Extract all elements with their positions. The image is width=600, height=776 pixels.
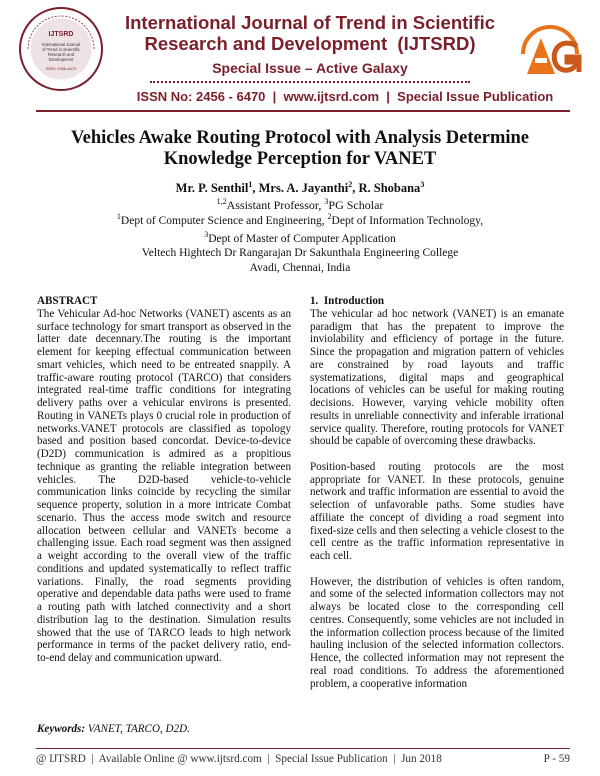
paper-title-line2: Knowledge Perception for VANET xyxy=(163,149,437,169)
role-sup-12: 1,2 xyxy=(216,197,227,207)
journal-title-line2: Research and Development (IJTSRD) xyxy=(144,33,476,54)
author-1-sup: 1 xyxy=(248,180,253,189)
intro-paragraph-2: Position-based routing protocols are the most appropriate for VANET. In these protocols, genuine network and traffic information are essential to avoid the selection of unfavorable paths. Some studies have affiliate the concept of dividing a road segment into fixed-size cells and then selecting a vehicle closest to the cell centre as the traffic information representative in each cell. xyxy=(310,460,564,562)
intro-heading: 1. Introduction xyxy=(310,295,385,307)
journal-title xyxy=(110,12,510,54)
affil-city: Avadi, Chennai, India xyxy=(249,261,351,274)
footer-text: @ IJTSRD | Available Online @ www.ijtsrd.com | Special Issue Publication | Jun 2018 xyxy=(36,753,442,765)
author-block xyxy=(40,178,560,212)
paper-title-line1: Vehicles Awake Routing Protocol with Analysis Determine xyxy=(70,128,530,148)
issn-line: ISSN No: 2456 - 6470 | www.ijtsrd.com | Special Issue Publication xyxy=(136,89,554,104)
keywords-label: Keywords: xyxy=(37,723,86,735)
left-column xyxy=(37,295,291,678)
keywords-line xyxy=(37,723,190,735)
role-sup-3: 3 xyxy=(324,197,329,207)
author-2-sup: 2 xyxy=(348,180,353,189)
abstract-heading: ABSTRACT xyxy=(37,295,98,307)
svg-text:Development: Development xyxy=(48,57,74,62)
author-1: Mr. P. Senthil xyxy=(175,181,249,196)
affil-dept1: Dept of Computer Science and Engineering, xyxy=(120,214,328,227)
special-issue-label: Special Issue – Active Galaxy xyxy=(212,60,408,76)
affil-college: Veltech Hightech Dr Rangarajan Dr Sakunthala Engineering College xyxy=(141,247,459,260)
affil-sup-3: 3 xyxy=(204,230,209,240)
affil-sup-2: 2 xyxy=(327,212,332,221)
affil-sup-1: 1 xyxy=(116,212,121,221)
ag-logo-icon xyxy=(515,24,585,86)
svg-text:of Trend in Scientific: of Trend in Scientific xyxy=(42,47,80,52)
role-12: Assistant Professor, xyxy=(226,198,325,213)
role-3: PG Scholar xyxy=(328,198,384,213)
footer-rule xyxy=(36,748,570,749)
affil-dept2: Dept of Information Technology, xyxy=(331,214,484,227)
author-2: Mrs. A. Jayanthi xyxy=(258,181,349,196)
paper-title xyxy=(40,128,560,170)
intro-paragraph-1: The vehicular ad hoc network (VANET) is an emanate paradigm that has the prepatent to improve the inviolability and efficiency of portage in the future. Since the propagation and migration pattern of vehicles are constrained by road layouts and traffic systematizations, digital maps and geographical locations of vehicles can be useful for making routing decisions. However, varying vehicle mobility often results in unreliable connectivity and inferable irrational service quality. Therefore, routing protocols for VANET should be capable of overcoming these drawbacks. xyxy=(310,307,564,448)
dotted-divider xyxy=(150,81,470,83)
journal-seal-logo xyxy=(18,6,104,92)
svg-text:IJTSRD: IJTSRD xyxy=(48,31,74,38)
svg-text:International Journal: International Journal xyxy=(42,42,80,47)
header-rule xyxy=(36,110,570,112)
svg-text:Research and: Research and xyxy=(47,52,75,57)
right-column xyxy=(310,295,564,703)
affil-line2 xyxy=(30,228,570,246)
intro-paragraph-3: However, the distribution of vehicles is often random, and some of the selected information collectors may not always be located close to the corresponding cell centres. Consequently, some vehicles are not included in the information collection process because of the limited hauling inclusion of the selected information collectors. Hence, the collected information may not represent the real road conditions. To address the aforementioned problem, a cooperative information xyxy=(310,575,564,690)
keywords-values: VANET, TARCO, D2D. xyxy=(85,723,190,735)
affil-line1 xyxy=(30,210,570,228)
svg-text:ISSN: 2456-6470: ISSN: 2456-6470 xyxy=(45,66,77,71)
affil-dept3: Dept of Master of Computer Application xyxy=(208,233,396,246)
author-3-sup: 3 xyxy=(420,180,425,189)
page-number: P - 59 xyxy=(543,753,570,765)
affiliation-block xyxy=(30,210,570,275)
author-3: R. Shobana xyxy=(358,181,421,196)
journal-title-line1: International Journal of Trend in Scientific xyxy=(124,12,496,33)
abstract-text: The Vehicular Ad-hoc Networks (VANET) ascents as an surface technology for smart transport as observed in the latter date decennary.The routing is the important element for keeping effectual communication between smart vehicles, which need to be entreated snappily. A traffic-aware routing protocol (TARCO) that considers integrated real-time traffic conditions for integrating delivery paths over a vehicular environs is presented. Routing in VANETs plays 0 crucial role in production of networks.VANET protocols are classified as topology based and position based concordat. Device-to-device (D2D) communication is admired as a propitious technique as granting the reliable integration between vehicles. The D2D-based vehicle-to-vehicle communication links coincide by recycling the similar sequence property, solution in a more intricate Combat scenario. Thus the access mode switch and resource allocation between cellular and VANETs become a challenging issue. Each road segment was then assigned a weight according to the overall view of the traffic conditions and updated systematically to reflect traffic variations. Finally, the road segments providing operative and dependable data paths were used to frame a routing path with latched connectivity and a short distribution lag to the destination. Simulation results showed that the use of TARCO leads to high network performance in terms of the packet delivery ratio, end-to-end delay and communication upward. xyxy=(37,307,291,664)
author-names: Mr. P. Senthil$^1$, Mrs. A. Jayanthi$^2$, R. Shobana$^3$ xyxy=(175,180,425,196)
journal-header xyxy=(0,0,600,112)
